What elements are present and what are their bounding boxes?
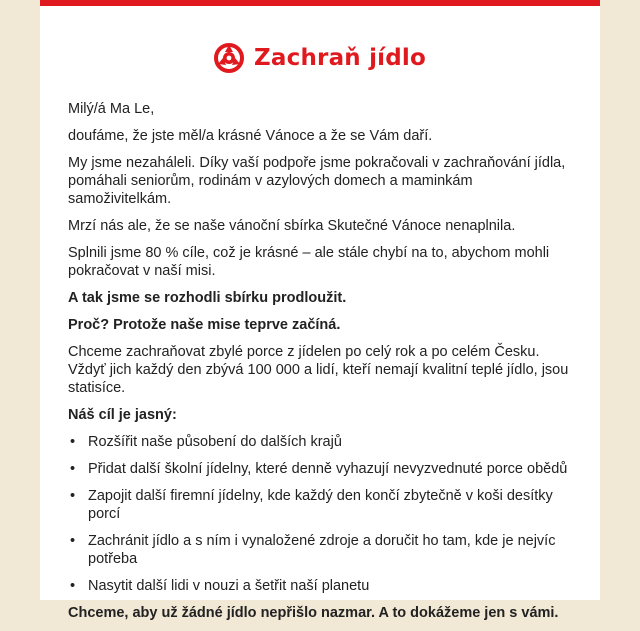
list-item: • Rozšířit naše působení do dalších krajů (68, 433, 578, 451)
goal-heading: Náš cíl je jasný: (68, 407, 177, 423)
email-body (68, 100, 578, 631)
paragraph: Mrzí nás ale, že se naše vánoční sbírka Skutečné Vánoce nenaplnila. (68, 218, 516, 234)
brand-name: Zachraň jídlo (254, 45, 426, 71)
list-item: • Přidat další školní jídelny, které denně vyhazují nevyzvednuté porce obědů (68, 460, 578, 478)
paragraph: doufáme, že jste měl/a krásné Vánoce a že se Vám daří. (68, 128, 433, 144)
paragraph: Splnili jsme 80 % cíle, což je krásné – ale stále chybí na to, abychom mohli pokračovat v naší misi. (68, 245, 550, 279)
bold-statement: Proč? Protože naše mise teprve začíná. (68, 317, 341, 333)
closing-statement: Chceme, aby už žádné jídlo nepřišlo nazmar. A to dokážeme jen s vámi. (68, 605, 559, 621)
list-item: • Nasytit další lidi v nouzi a šetřit naší planetu (68, 577, 578, 595)
bold-statement: A tak jsme se rozhodli sbírku prodloužit. (68, 290, 347, 306)
zachran-jidlo-logo-icon (214, 43, 244, 73)
list-item: • Zachránit jídlo a s ním i vynaložené zdroje a doručit ho tam, kde je nejvíc potřeba (68, 532, 578, 568)
goal-list (68, 433, 578, 595)
brand-logo[interactable] (40, 38, 600, 78)
paragraph: My jsme nezaháleli. Díky vaší podpoře jsme pokračovali v zachraňování jídla, pomáhali seniorům, rodinám v azylových domech a maminkám samoživitelkám. (68, 155, 566, 207)
paragraph: Chceme zachraňovat zbylé porce z jídelen po celý rok a po celém Česku. Vždyť jich každý den zbývá 100 000 a lidí, kteří nemají kvalitní teplé jídlo, jsou statisíce. (68, 344, 569, 396)
list-item: • Zapojit další firemní jídelny, kde každý den končí zbytečně v koši desítky porcí (68, 487, 578, 523)
email-card (40, 0, 600, 621)
greeting: Milý/á Ma Le, (68, 101, 155, 117)
